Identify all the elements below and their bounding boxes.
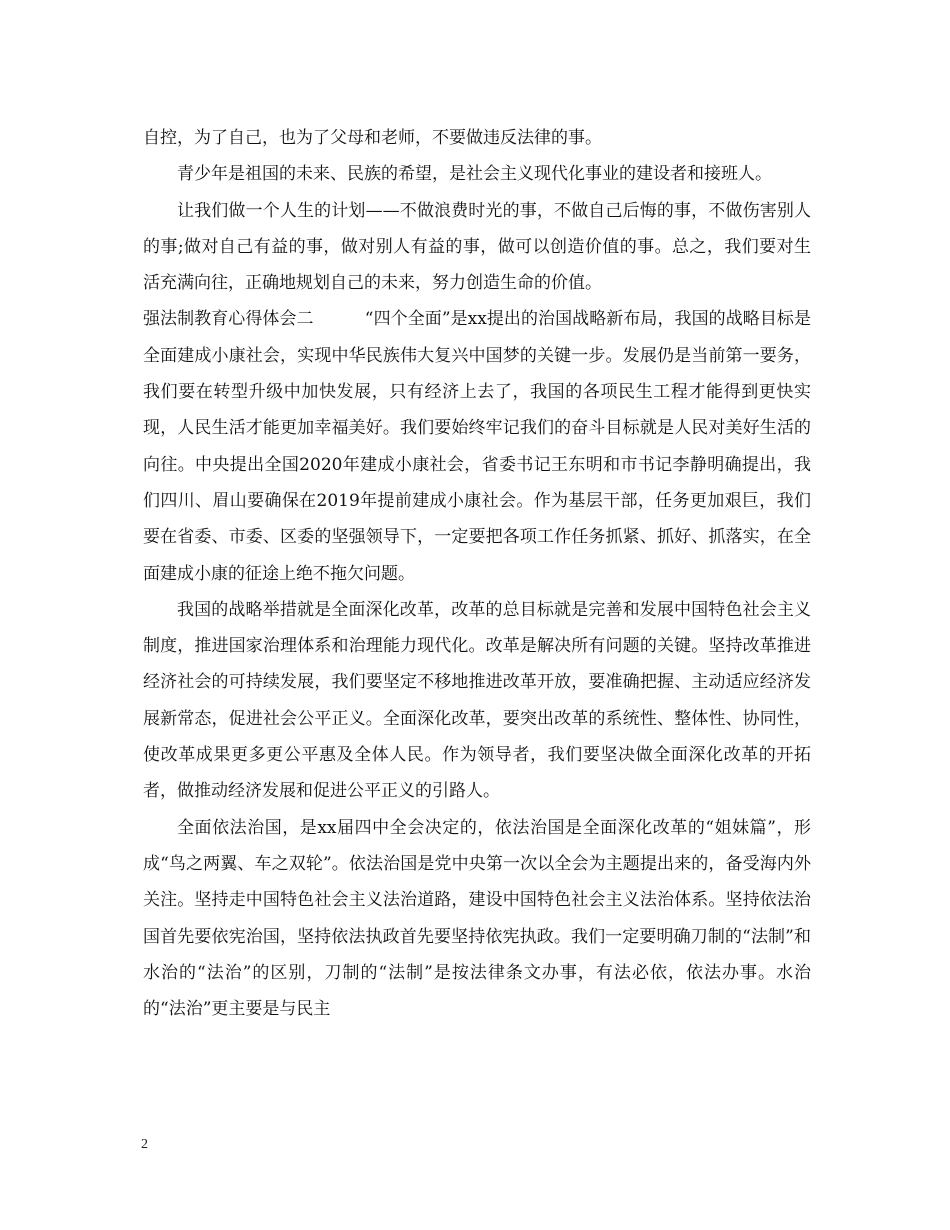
paragraph-5: 我国的战略举措就是全面深化改革，改革的总目标就是完善和发展中国特色社会主义制度，推进国家治理体系和治理能力现代化。改革是解决所有问题的关键。坚持改革推进经济社会的可持续发展，我们要坚定不移地推进改革开放，要准确把握、主动适应经济发展新常态，促进社会公平正义。全面深化改革，要突出改革的系统性、整体性、协同性，使改革成果更多更公平惠及全体人民。作为领导者，我们要坚决做全面深化改革的开拓者，做推动经济发展和促进公平正义的引路人。 [143, 599, 811, 802]
paragraph-4-section-heading: 强法制教育心得体会二 “四个全面”是xx提出的治国战略新布局，我国的战略目标是全面建成小康社会，实现中华民族伟大复兴中国梦的关键一步。发展仍是当前第一要务，我们要在转型升级中加快发展，只有经济上去了，我国的各项民生工程才能得到更快实现，人民生活才能更加幸福美好。我们要始终牢记我们的奋斗目标就是人民对美好生活的向往。中央提出全国2020年建成小康社会，省委书记王东明和市书记李静明确提出，我们四川、眉山要确保在2019年提前建成小康社会。作为基层干部，任务更加艰巨，我们要在省委、市委、区委的坚强领导下，一定要把各项工作任务抓紧、抓好、抓落实，在全面建成小康的征途上绝不拖欠问题。 [143, 309, 811, 584]
paragraph-3: 让我们做一个人生的计划——不做浪费时光的事，不做自己后悔的事，不做伤害别人的事;做对自己有益的事，做对别人有益的事，做可以创造价值的事。总之，我们要对生活充满向往，正确地规划自己的未来，努力创造生命的价值。 [143, 200, 811, 294]
paragraph-2: 青少年是祖国的未来、民族的希望，是社会主义现代化事业的建设者和接班人。 [177, 164, 772, 185]
paragraph-6: 全面依法治国，是xx届四中全会决定的，依法治国是全面深化改革的“姐妹篇”，形成“鸟之两翼、车之双轮”。依法治国是党中央第一次以全会为主题提出来的，备受海内外关注。坚持走中国特色社会主义法治道路，建设中国特色社会主义法治体系。坚持依法治国首先要依宪治国，坚持依法执政首先要坚持依宪执政。我们一定要明确刀制的“法制”和水治的“法治”的区别，刀制的“法制”是按法律条文办事，有法必依，依法办事。水治的“法治”更主要是与民主 [143, 817, 811, 1020]
page-number: 2 [141, 1137, 148, 1152]
document-body [143, 120, 811, 1027]
paragraph-1: 自控，为了自己，也为了父母和老师，不要做违反法律的事。 [143, 128, 602, 148]
